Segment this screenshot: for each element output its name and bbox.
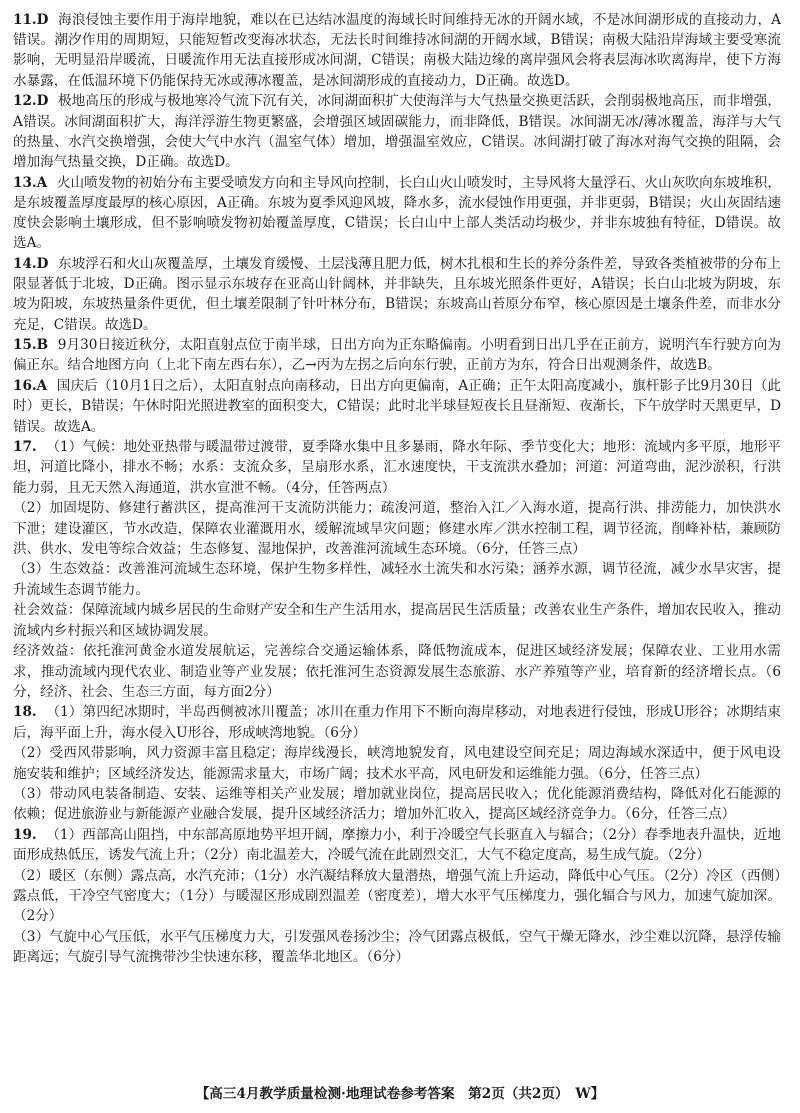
answer-text: （3）带动风电装备制造、安装、运维等相关产业发展；增加就业岗位，提高居民收入；优化能源消费结构，降低对化石能源的依赖；促进旅游业与新能源产业融合发展，提升区域经济活力；增加外汇收入，提高区域经济竞争力。（6分，任答三点） xyxy=(13,786,781,823)
answer-paragraph xyxy=(13,825,781,865)
answer-text: （1）气候：地处亚热带与暖温带过渡带，夏季降水集中且多暴雨，降水年际、季节变化大；地形：流域内多平原，地形平坦，河道比降小，排水不畅；水系：支流众多，呈扇形水系，汇水速度快，干支流洪水叠加；河道：河道弯曲，泥沙淤积，行洪能力弱，且无天然入海通道，洪水宣泄不畅。（4分，任答两点） xyxy=(13,439,781,496)
answer-paragraph xyxy=(13,254,781,335)
page-footer: 【高三4月教学质量检测·地理试卷参考答案 第2页（共2页） W】 xyxy=(195,1086,605,1102)
question-number: 13.A xyxy=(13,174,57,191)
question-number: 14.D xyxy=(13,255,59,272)
answer-paragraph xyxy=(13,866,781,927)
answer-paragraph xyxy=(13,498,781,559)
answer-paragraph xyxy=(13,600,781,640)
answer-text: 海浪侵蚀主要作用于海岸地貌，难以在已达结冰温度的海域长时间维持无冰的开阔水域，不是冰间湖形成的直接动力，A错误。潮汐作用的周期短，只能短暂改变海冰状态，无法长时间维持冰间湖的开阔水域，B错误；南极大陆沿岸海域主要受寒流影响，无明显沿岸暖流，日暖流作用无法直接形成冰间湖，C错误；南极大陆边缘的离岸强风会将表层海冰吹离海岸，使下方海水暴露，在低温环境下仍能保持无冰或薄冰覆盖，是冰间湖形成的直接动力，D正确。故选D。 xyxy=(13,12,781,89)
answer-text: （3）气旋中心气压低，水平气压梯度力大，引发强风卷扬沙尘；冷气团露点极低，空气干燥无降水，沙尘难以沉降，悬浮传输距离远；气旋引导气流携带沙尘快速东移，覆盖华北地区。（6分） xyxy=(13,929,781,966)
answer-paragraph xyxy=(13,559,781,599)
answer-text: （1）第四纪冰期时，半岛西侧被冰川覆盖；冰川在重力作用下不断向海岸移动，对地表进行侵蚀，形成U形谷；冰期结束后，海平面上升，海水侵入U形谷，形成峡湾地貌。（6分） xyxy=(13,704,781,741)
question-number: 18. xyxy=(13,704,47,721)
question-number: 12.D xyxy=(13,93,59,110)
answer-paragraph xyxy=(13,743,781,783)
question-number: 17. xyxy=(13,439,47,456)
answer-paragraph xyxy=(13,927,781,967)
answer-paragraph xyxy=(13,702,781,742)
answer-text: 社会效益：保障流域内城乡居民的生命财产安全和生产生活用水，提高居民生活质量；改善农业生产条件，增加农民收入，推动流域内乡村振兴和区域协调发展。 xyxy=(13,602,781,639)
question-number: 16.A xyxy=(13,378,57,395)
answer-text: 9月30日接近秋分，太阳直射点位于南半球，日出方向为正东略偏南。小明看到日出几乎在正前方，说明汽车行驶方向为偏正东。结合地图方向（上北下南左西右东），乙→丙为左拐之后向东行驶，正前方为东，符合日出观测条件，故选B。 xyxy=(13,337,781,374)
answer-text: （1）西部高山阻挡，中东部高原地势平坦开阔，摩擦力小，利于冷暖空气长驱直入与辐合；（2分）春季地表升温快，近地面形成热低压，诱发气流上升；（2分）南北温差大，冷暖气流在此剧烈交汇，大气不稳定度高，易生成气旋。（2分） xyxy=(13,827,781,864)
answer-text: 国庆后（10月1日之后），太阳直射点向南移动，日出方向更偏南，A正确；正午太阳高度减小，旗杆影子比9月30日（此时）更长，B错误；午休时阳光照进教室的面积变大，C错误；此时北半球昼短夜长且昼渐短、夜渐长，下午放学时天黑更早，D错误。故选A。 xyxy=(13,378,782,435)
question-number: 19. xyxy=(13,827,47,844)
answer-text: 经济效益：依托淮河黄金水道发展航运，完善综合交通运输体系，降低物流成本，促进区域经济发展；保障农业、工业用水需求，推动流域内现代农业、制造业等产业发展；依托淮河生态资源发展生态旅游、水产养殖等产业，培育新的经济增长点。（6分，经济、社会、生态三方面，每方面2分） xyxy=(13,643,781,700)
answer-paragraph xyxy=(13,10,781,91)
answer-text: （2）受西风带影响，风力资源丰富且稳定；海岸线漫长，峡湾地貌发育，风电建设空间充足；周边海域水深适中，便于风电设施安装和维护；区域经济发达，能源需求量大，市场广阔；技术水平高，风电研发和运维能力强。（6分，任答三点） xyxy=(13,745,781,782)
answer-paragraph xyxy=(13,784,781,824)
answer-text: 东坡浮石和火山灰覆盖厚，土壤发育缓慢、土层浅薄且肥力低，树木扎根和生长的养分条件差，导致各类植被带的分布上限显著低于北坡，D正确。图示显示东坡存在亚高山针阔林，并非缺失，且东坡光照条件更好，A错误；长白山北坡为阴坡，东坡为阳坡，东坡热量条件更优，但土壤差限制了针叶林分布，B错误；东坡高山苔原分布窄，核心原因是土壤条件差，而非水分充足，C错误。故选D。 xyxy=(13,255,782,333)
answer-text: （2）加固堤防、修建行蓄洪区，提高淮河干支流防洪能力；疏浚河道，整治入江／入海水道，提高行洪、排涝能力，加快洪水下泄；建设灌区，节水改造，保障农业灌溉用水，缓解流域旱灾问题；修建水库／洪水控制工程，调节径流，削峰补枯，兼顾防洪、供水、发电等综合效益；生态修复、湿地保护，改善淮河流域生态环境。（6分，任答三点） xyxy=(13,500,781,557)
answer-paragraph xyxy=(13,376,781,437)
answer-key xyxy=(13,10,781,968)
answer-text: 极地高压的形成与极地寒冷气流下沉有关，冰间湖面积扩大使海洋与大气热量交换更活跃，会削弱极地高压，而非增强，A错误。冰间湖面积扩大，海洋浮游生物更繁盛，会增强区域固碳能力，而非降低，B错误。冰间湖无冰/薄冰覆盖，海洋与大气的热量、水汽交换增强，会使大气中水汽（温室气体）增加，增强温室效应，C错误。冰间湖打破了海冰对海气交换的阻隔，会增加海气热量交换，D正确。故选D。 xyxy=(13,93,782,170)
answer-text: （3）生态效益：改善淮河流域生态环境，保护生物多样性，减轻水土流失和水污染；涵养水源，调节径流，减少水旱灾害，提升流域生态调节能力。 xyxy=(13,561,781,598)
answer-paragraph xyxy=(13,335,781,375)
question-number: 15.B xyxy=(13,337,58,354)
answer-text: （2）暖区（东侧）露点高，水汽充沛；（1分）水汽凝结释放大量潜热，增强气流上升运动，降低中心气压。（2分）冷区（西侧）露点低，干冷空气密度大；（1分）与暖湿区形成剧烈温差（密度差），增大水平气压梯度力，强化辐合与风力，加速气旋加深。（2分） xyxy=(13,868,781,925)
question-number: 11.D xyxy=(13,12,59,28)
answer-text: 火山喷发物的初始分布主要受喷发方向和主导风向控制，长白山火山喷发时，主导风将大量浮石、火山灰吹向东坡堆积，是东坡覆盖厚度最厚的核心原因，A正确。东坡为夏季风迎风坡，降水多，流水侵蚀作用更强，并非更弱，B错误；火山灰固结速度快会影响土壤形成，但不影响喷发物初始覆盖厚度，C错误；长白山中上部人类活动均极少，并非东坡独有特征，D错误。故选A。 xyxy=(13,174,781,252)
answer-paragraph xyxy=(13,91,781,172)
answer-paragraph xyxy=(13,437,781,498)
answer-paragraph xyxy=(13,173,781,254)
answer-paragraph xyxy=(13,641,781,702)
